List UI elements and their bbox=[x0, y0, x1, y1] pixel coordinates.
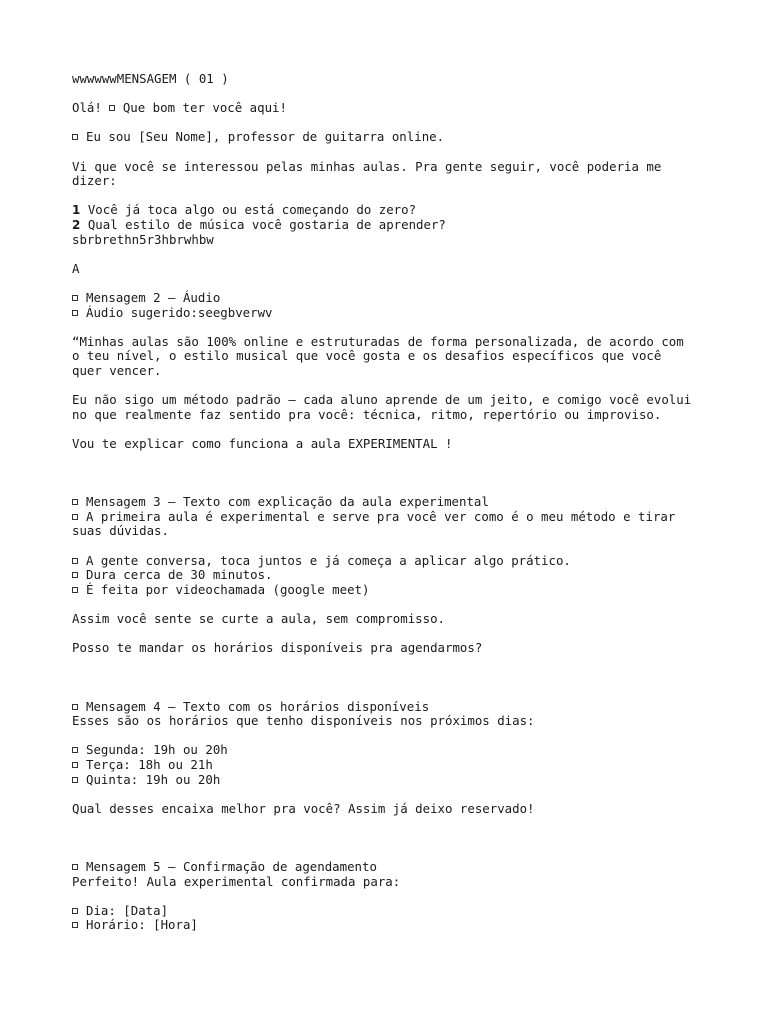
square-bullet-icon bbox=[72, 777, 78, 783]
square-bullet-icon bbox=[72, 134, 78, 140]
message-5-intro: Perfeito! Aula experimental confirmada para: bbox=[72, 873, 401, 889]
question-text: Qual estilo de música você gostaria de aprender? bbox=[80, 216, 446, 232]
list-item: Terça: 18h ou 21h bbox=[72, 758, 712, 773]
message-3-title: Mensagem 3 – Texto com explicação da aula experimental bbox=[72, 495, 712, 510]
list-item: É feita por videochamada (google meet) bbox=[72, 583, 712, 598]
square-bullet-icon bbox=[72, 295, 78, 301]
greeting-text-2: Que bom ter você aqui! bbox=[122, 100, 287, 116]
message-2-audio: Áudio sugerido:seegbverwv bbox=[72, 306, 712, 321]
document-page bbox=[72, 72, 712, 933]
intro-text: Eu sou [Seu Nome], professor de guitarra online. bbox=[86, 129, 445, 145]
random-text-line: sbrbrethn5r3hbrwhbw bbox=[72, 231, 214, 247]
message-4-intro: Esses são os horários que tenho disponíveis nos próximos dias: bbox=[72, 713, 535, 729]
paragraph-line: Vou te explicar como funciona a aula EXPERIMENTAL ! bbox=[72, 435, 453, 451]
question-2 bbox=[72, 218, 712, 233]
square-bullet-icon bbox=[72, 908, 78, 914]
message-5-title: Mensagem 5 – Confirmação de agendamento bbox=[72, 860, 712, 875]
paragraph-line: dizer: bbox=[72, 173, 117, 189]
number-one-icon: 1 bbox=[72, 203, 81, 218]
list-item: A gente conversa, toca juntos e já começa a aplicar algo prático. bbox=[72, 554, 712, 569]
square-bullet-icon bbox=[109, 105, 115, 111]
letter-a-line: A bbox=[72, 260, 80, 276]
square-bullet-icon bbox=[72, 762, 78, 768]
paragraph-line: quer vencer. bbox=[72, 362, 162, 378]
paragraph-line: Eu não sigo um método padrão — cada aluno aprende de um jeito, e comigo você evolui bbox=[72, 392, 692, 408]
square-bullet-icon bbox=[72, 499, 78, 505]
paragraph-line: Qual desses encaixa melhor pra você? Assim já deixo reservado! bbox=[72, 800, 535, 816]
square-bullet-icon bbox=[72, 558, 78, 564]
square-bullet-icon bbox=[72, 587, 78, 593]
square-bullet-icon bbox=[72, 704, 78, 710]
greeting-line bbox=[72, 101, 712, 116]
list-item: Dia: [Data] bbox=[72, 904, 712, 919]
square-bullet-icon bbox=[72, 514, 78, 520]
paragraph-line: no que realmente faz sentido pra você: técnica, ritmo, repertório ou improviso. bbox=[72, 406, 662, 422]
square-bullet-icon bbox=[72, 310, 78, 316]
message-3-line-cont: suas dúvidas. bbox=[72, 523, 169, 539]
message-3-line: A primeira aula é experimental e serve pra você ver como é o meu método e tirar bbox=[72, 510, 712, 525]
paragraph-line: Assim você sente se curte a aula, sem compromisso. bbox=[72, 610, 445, 626]
number-two-icon: 2 bbox=[72, 217, 81, 232]
list-item: Quinta: 19h ou 20h bbox=[72, 773, 712, 788]
paragraph-line: Posso te mandar os horários disponíveis pra agendarmos? bbox=[72, 640, 483, 656]
list-item: Segunda: 19h ou 20h bbox=[72, 743, 712, 758]
paragraph-line: Vi que você se interessou pelas minhas aulas. Pra gente seguir, você poderia me bbox=[72, 158, 662, 174]
paragraph-line: “Minhas aulas são 100% online e estruturadas de forma personalizada, de acordo com bbox=[72, 333, 684, 349]
question-1 bbox=[72, 203, 712, 218]
document-header: wwwwwwMENSAGEM ( 01 ) bbox=[72, 71, 229, 86]
greeting-text: Olá! bbox=[72, 100, 102, 116]
list-item: Horário: [Hora] bbox=[72, 918, 712, 933]
square-bullet-icon bbox=[72, 922, 78, 928]
list-item: Dura cerca de 30 minutos. bbox=[72, 568, 712, 583]
paragraph-line: o teu nível, o estilo musical que você gosta e os desafios específicos que você bbox=[72, 348, 662, 364]
square-bullet-icon bbox=[72, 864, 78, 870]
square-bullet-icon bbox=[72, 747, 78, 753]
intro-line bbox=[72, 130, 712, 145]
message-4-title: Mensagem 4 – Texto com os horários disponíveis bbox=[72, 700, 712, 715]
message-2-title: Mensagem 2 – Áudio bbox=[72, 291, 712, 306]
square-bullet-icon bbox=[72, 572, 78, 578]
question-text: Você já toca algo ou está começando do zero? bbox=[80, 202, 417, 218]
